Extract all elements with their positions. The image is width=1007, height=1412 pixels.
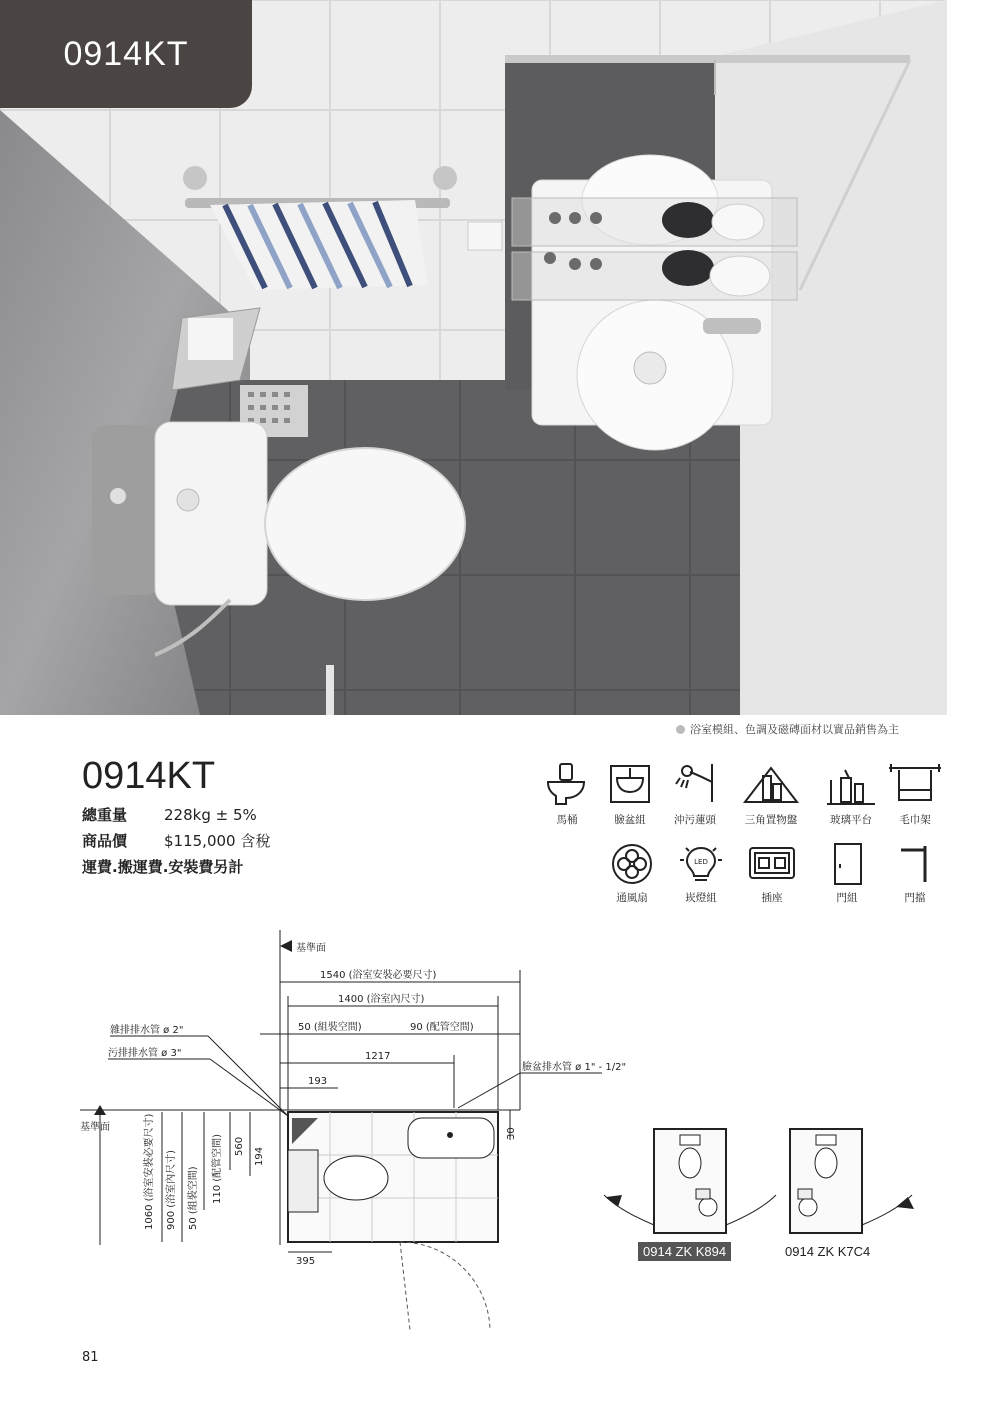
feature-label: 插座 [761, 892, 783, 904]
feature-label: 臉盆組 [614, 814, 646, 826]
variant-diagrams [600, 1125, 930, 1240]
drain-misc-label: 雜排排水管 ø 2" [110, 1025, 184, 1036]
datum-top-label: 基準面 [296, 943, 326, 954]
feature-label: 門組 [836, 892, 858, 904]
variant-label-k7c4: 0914 ZK K7C4 [785, 1244, 871, 1259]
dim-560-label: 560 [234, 1136, 245, 1156]
photo-disclaimer [676, 721, 899, 737]
toilet-bowl [324, 1156, 388, 1200]
price-value: $115,000 含稅 [164, 832, 271, 850]
towel-rack-icon [885, 760, 945, 808]
feature-label: 通風扇 [616, 892, 648, 904]
feature-door [808, 842, 886, 905]
dim-1540-label: 1540 (浴室安裝必要尺寸) [320, 970, 437, 981]
price-label: 商品價 [82, 832, 128, 850]
dim-50b-label: 50 (組裝空間) [188, 1166, 199, 1230]
dim-1217-label: 1217 [365, 1051, 391, 1062]
feature-led [662, 842, 740, 905]
variant-k894-diagram [604, 1129, 776, 1233]
product-title: 0914KT [82, 755, 216, 797]
drain-basin-label: 臉盆排水管 ø 1" - 1/2" [522, 1062, 627, 1073]
bathroom-photo [0, 0, 947, 715]
model-tag: 0914KT [0, 0, 252, 108]
feature-socket [733, 842, 811, 905]
feature-label: 門擋 [904, 892, 926, 904]
feature-fan [593, 842, 671, 905]
toilet-icon [542, 760, 592, 808]
dim-1060-label: 1060 (浴室安裝必要尺寸) [144, 1113, 155, 1230]
datum-arrow-icon [280, 940, 292, 952]
feature-label: 毛巾架 [899, 814, 931, 826]
feature-towel-rack [876, 760, 954, 827]
feature-shower [656, 760, 734, 827]
toilet-tank [288, 1150, 318, 1212]
dim-30-label: 30 [506, 1127, 517, 1140]
floor-plan-drawing [70, 930, 627, 1340]
corner-shelf-icon [741, 760, 801, 808]
feature-door-stop [876, 842, 954, 905]
dim-1400-label: 1400 (浴室內尺寸) [338, 994, 425, 1005]
product-specs [82, 802, 270, 880]
weight-value: 228kg ± 5% [164, 806, 257, 824]
dim-193-label: 193 [308, 1076, 328, 1087]
dim-194-label: 194 [254, 1146, 265, 1166]
feature-label: 三角置物盤 [744, 814, 798, 826]
dim-110-label: 110 (配管空間) [212, 1133, 223, 1204]
variant-k7c4-diagram [790, 1129, 914, 1233]
ventilation-fan-icon [607, 842, 657, 886]
variant-label-k894: 0914 ZK K894 [638, 1242, 731, 1261]
photo-disclaimer-text: 浴室模組、色調及磁磚面材以實品銷售為主 [690, 723, 899, 736]
glass-shelf-icon [821, 760, 881, 808]
door-icon [827, 842, 867, 886]
page-number: 81 [82, 1350, 99, 1365]
shower-head-icon [670, 760, 720, 808]
feature-label: 崁燈組 [685, 892, 717, 904]
feature-corner-shelf [732, 760, 810, 827]
weight-label: 總重量 [82, 806, 128, 824]
bullet-icon [676, 725, 685, 734]
led-light-icon [676, 842, 726, 886]
price-row [82, 828, 270, 854]
dim-90-label: 90 (配管空間) [410, 1022, 474, 1033]
svg-text:LED: LED [694, 858, 708, 866]
socket-icon [744, 842, 800, 886]
dim-50-label: 50 (組裝空間) [298, 1022, 362, 1033]
door-stop-icon [895, 842, 935, 886]
fees-note: 運費.搬運費.安裝費另計 [82, 858, 244, 876]
washbasin [408, 1118, 494, 1158]
feature-label: 玻璃平台 [830, 814, 872, 826]
washbasin-icon [605, 760, 655, 808]
weight-row [82, 802, 270, 828]
dim-395-label: 395 [296, 1256, 316, 1267]
dim-900-label: 900 (浴室內尺寸) [166, 1149, 177, 1230]
datum-left-label: 基準面 [80, 1122, 110, 1133]
feature-label: 沖污蓮頭 [674, 814, 716, 826]
drain-soil-label: 污排排水管 ø 3" [108, 1048, 182, 1059]
feature-label: 馬桶 [556, 814, 578, 826]
